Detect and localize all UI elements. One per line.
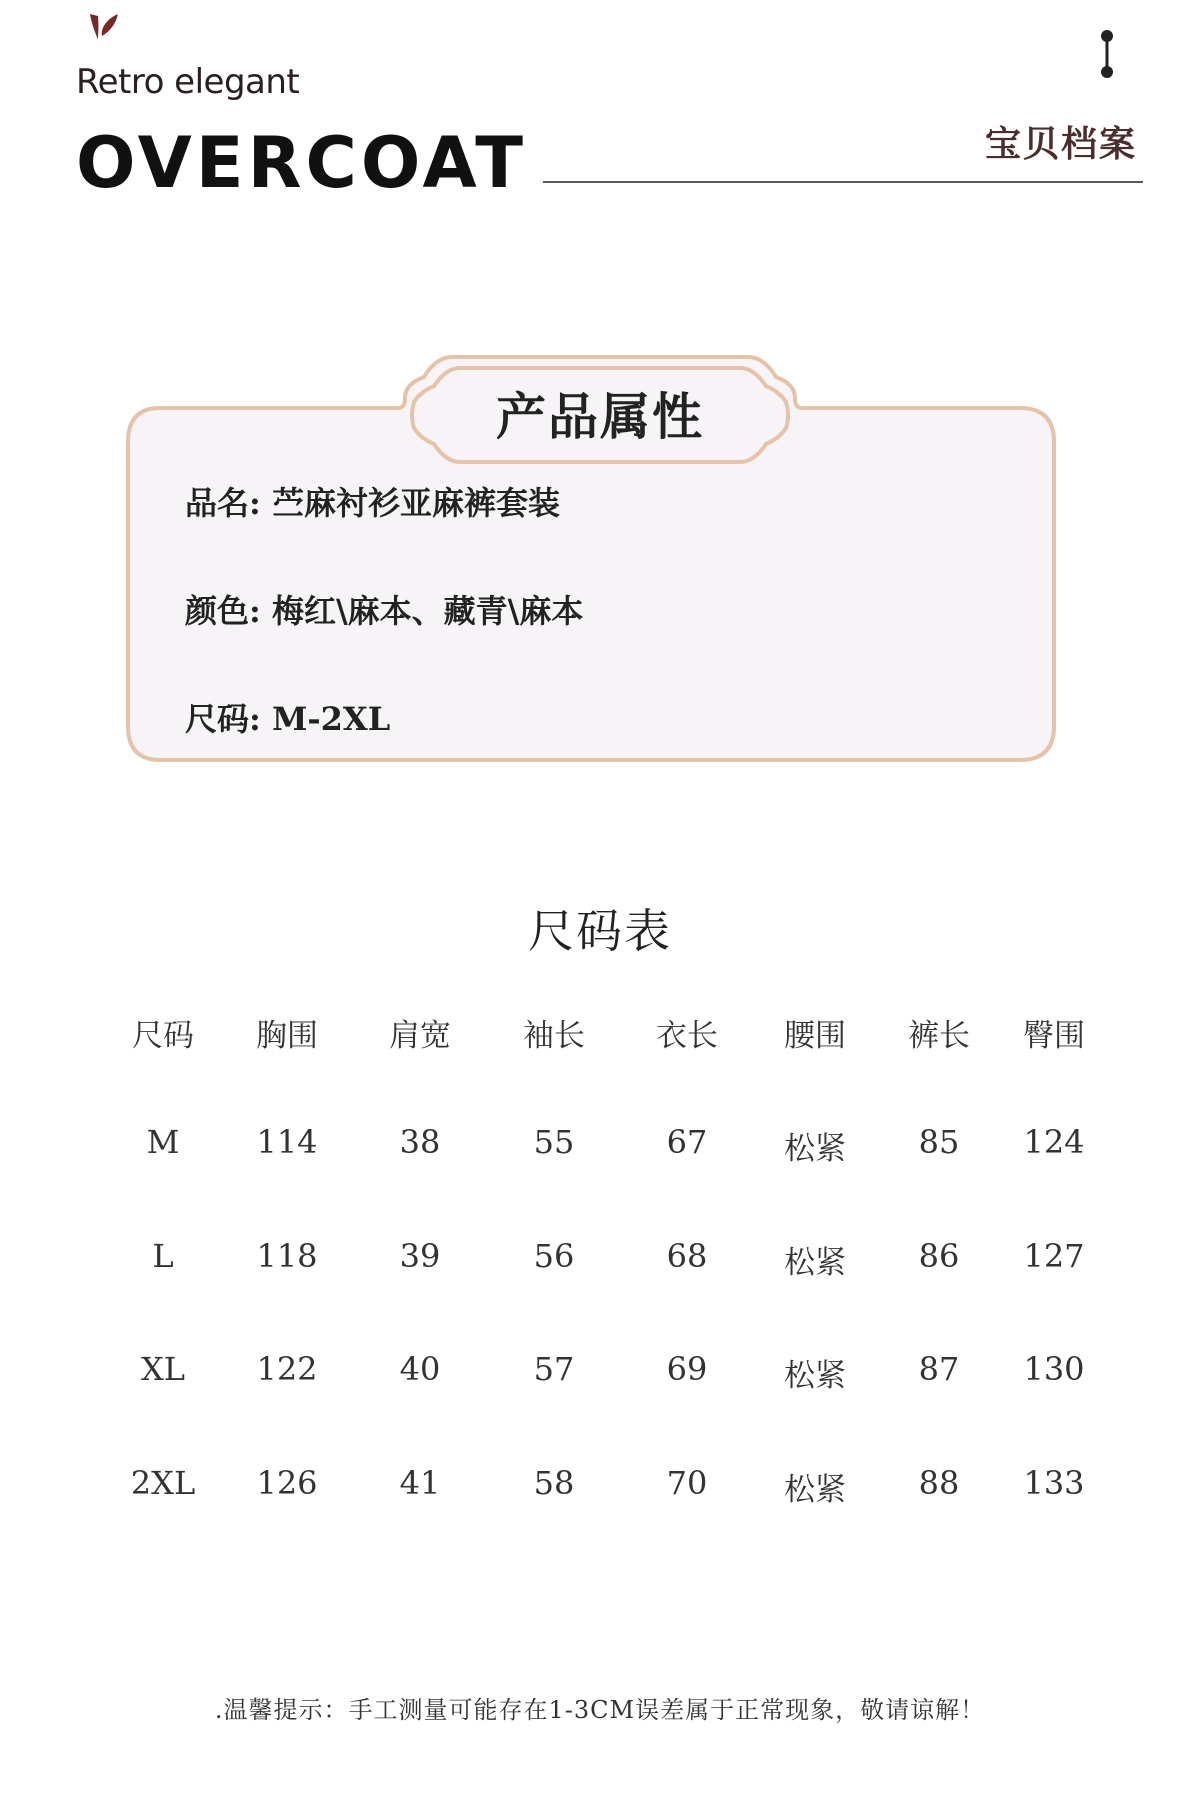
size-table-cell: 68 [666,1237,708,1275]
size-table-cell: 41 [399,1464,441,1502]
size-table-cell: 69 [666,1350,708,1388]
size-table-cell: 124 [1023,1123,1085,1161]
size-table-cell: XL [140,1350,186,1388]
size-table-cell: 87 [918,1350,960,1388]
footer-note: .温馨提示：手工测量可能存在1-3CM误差属于正常现象，敬请谅解！ [214,1696,986,1724]
size-table-cell: 松紧 [784,1131,846,1167]
size-table-cell: 114 [256,1123,318,1161]
size-header-cell: 胸围 [256,1018,318,1054]
size-table-cell: 127 [1023,1237,1085,1275]
size-header-cell: 腰围 [784,1018,846,1054]
size-table-cell: 88 [918,1464,960,1502]
size-table-cell: 122 [256,1350,318,1388]
size-chart-title: 尺码表 [528,904,672,958]
size-header-cell: 裤长 [908,1018,970,1054]
size-table-cell: 55 [533,1123,575,1161]
product-sizes: 尺码: M-2XL [185,700,391,738]
size-table-cell: 松紧 [784,1245,846,1281]
size-table-cell: 70 [666,1464,708,1502]
size-header-cell: 衣长 [656,1018,718,1054]
size-table-cell: 133 [1023,1464,1085,1502]
size-table-cell: 39 [399,1237,441,1275]
size-table-cell: 67 [666,1123,708,1161]
size-table-cell: 2XL [130,1464,196,1502]
size-table-cell: 118 [256,1237,318,1275]
size-table-cell: L [152,1237,174,1275]
size-header-cell: 肩宽 [389,1018,451,1054]
size-table-cell: 56 [533,1237,575,1275]
size-table-cell: 130 [1023,1350,1085,1388]
size-table-cell: 松紧 [784,1358,846,1394]
size-table-cell: M [146,1123,180,1161]
size-table-cell: 126 [256,1464,318,1502]
size-table-cell: 85 [918,1123,960,1161]
brand-line: Retro elegant [76,62,300,102]
size-table-cell: 40 [399,1350,441,1388]
size-header-cell: 尺码 [132,1018,194,1054]
attributes-title: 产品属性 [496,387,704,446]
size-table-cell: 57 [533,1350,575,1388]
size-header-cell: 袖长 [523,1018,585,1054]
product-name: 品名: 苎麻衬衫亚麻裤套装 [185,484,560,522]
size-table-cell: 58 [533,1464,575,1502]
size-table-cell: 松紧 [784,1472,846,1508]
section-label: 宝贝档案 [985,124,1138,165]
size-table-cell: 86 [918,1237,960,1275]
size-header-cell: 臀围 [1023,1018,1085,1054]
page-title: OVERCOAT [76,122,528,204]
product-colors: 颜色: 梅红\麻本、藏青\麻本 [185,592,584,630]
size-table-cell: 38 [399,1123,441,1161]
